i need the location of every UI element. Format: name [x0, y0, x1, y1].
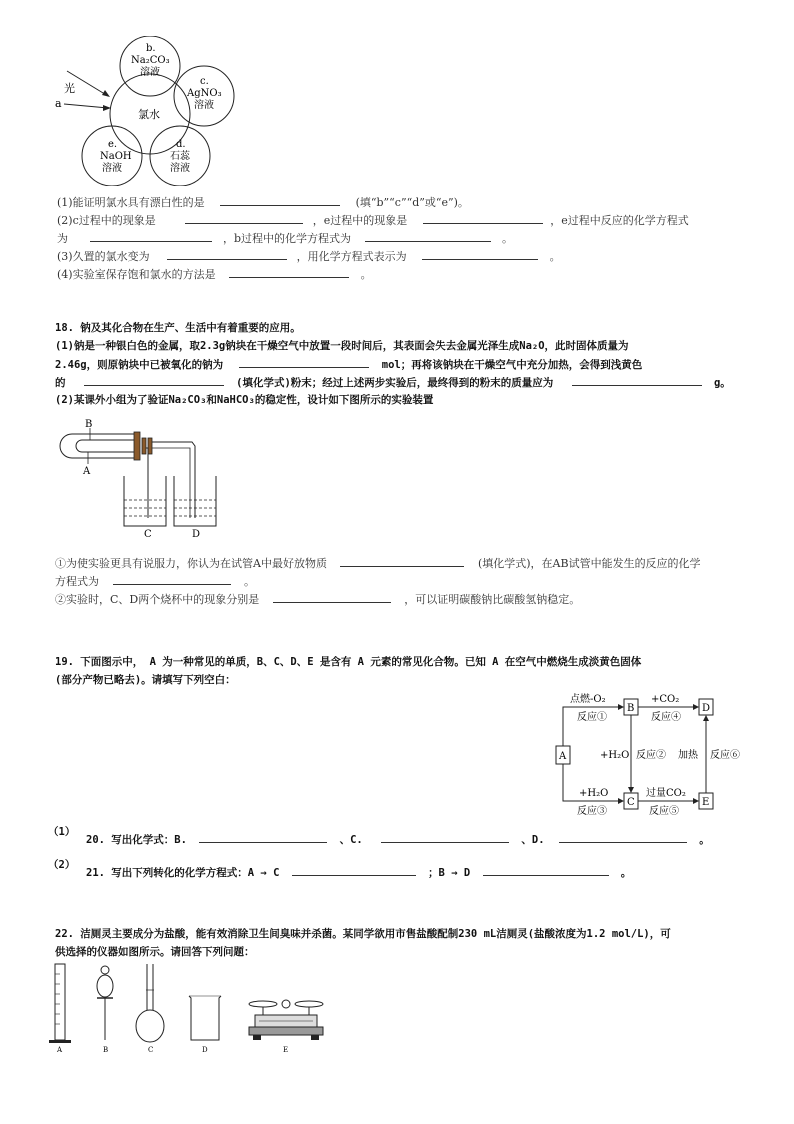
- q17-blank-2[interactable]: [185, 213, 303, 224]
- q18-s1-line2: 方程式为 。: [55, 575, 255, 588]
- instrument-a-cylinder: [49, 964, 71, 1043]
- svg-text:D: D: [202, 1046, 208, 1054]
- q17-blank-4[interactable]: [90, 231, 212, 242]
- q22-line2: 供选择的仪器如图所示。请回答下列问题：: [55, 946, 255, 958]
- q20-blank-c[interactable]: [381, 832, 509, 843]
- e-solution: 溶液: [102, 163, 122, 174]
- svg-text:D: D: [702, 703, 711, 714]
- q17-line2: (2)c过程中的现象是 ，e过程中的现象是 ，e过程中反应的化学方程式: [57, 214, 689, 227]
- q18-apparatus: [52, 418, 232, 540]
- svg-text:B: B: [627, 703, 635, 714]
- d-label: d.: [176, 139, 186, 150]
- svg-text:C: C: [627, 797, 635, 808]
- q17-line3: 为 ，b过程中的化学方程式为 。: [57, 232, 514, 245]
- q18-p2-line1: (2)某课外小组为了验证Na₂CO₃和NaHCO₃的稳定性，设计如下图所示的实验装置: [55, 394, 434, 406]
- svg-text:反应⑥: 反应⑥: [710, 750, 740, 761]
- label-c: C: [144, 529, 152, 540]
- svg-text:点燃-O₂: 点燃-O₂: [570, 694, 606, 705]
- q18-blank-3[interactable]: [572, 375, 702, 386]
- d-formula: 石蕊: [170, 151, 190, 162]
- inner-tube: [76, 440, 134, 452]
- q20-num: （1）: [48, 826, 76, 838]
- beaker-c: [124, 476, 166, 526]
- label-d: D: [192, 529, 201, 540]
- d-solution: 溶液: [170, 163, 190, 174]
- svg-text:A: A: [57, 1046, 63, 1054]
- svg-text:+H₂O: +H₂O: [600, 750, 630, 761]
- e-label: e.: [108, 139, 118, 150]
- svg-text:+H₂O: +H₂O: [579, 788, 609, 799]
- svg-text:反应④: 反应④: [651, 712, 681, 723]
- center-label: 氯水: [138, 108, 160, 121]
- q18-blank-2[interactable]: [84, 375, 224, 386]
- stopper-3: [148, 438, 152, 454]
- label-b: B: [85, 419, 93, 430]
- b-label: b.: [146, 43, 156, 54]
- c-label: c.: [200, 76, 209, 87]
- light-label: 光: [64, 82, 75, 95]
- b-formula: Na₂CO₃: [131, 55, 170, 66]
- q19-line2: (部分产物已略去)。请填写下列空白：: [55, 674, 236, 686]
- svg-text:C: C: [148, 1046, 154, 1054]
- delivery-tube-inner: [146, 448, 148, 518]
- q17-blank-3[interactable]: [423, 213, 543, 224]
- q21-blank-ac[interactable]: [292, 865, 416, 876]
- svg-text:反应③: 反应③: [577, 806, 607, 817]
- svg-text:E: E: [702, 797, 710, 808]
- svg-text:反应②: 反应②: [636, 750, 666, 761]
- q21-blank-bd[interactable]: [483, 865, 609, 876]
- q22-instruments: [45, 960, 345, 1060]
- c-solution: 溶液: [194, 100, 214, 111]
- svg-text:反应⑤: 反应⑤: [649, 806, 679, 817]
- label-a: A: [83, 466, 91, 477]
- q21-line: 21. 写出下列转化的化学方程式：A → C ；B → D 。: [86, 867, 632, 879]
- q17-line1: (1)能证明氯水具有漂白性的是 (填“b”“c”“d”或“e”)。: [57, 196, 469, 209]
- q22-line1: 22. 洁厕灵主要成分为盐酸，能有效消除卫生间臭味并杀菌。某同学欲用市售盐酸配制230 mL洁厕灵(盐酸浓度为1.2 mol/L)，可: [55, 928, 671, 940]
- svg-text:过量CO₂: 过量CO₂: [646, 788, 686, 799]
- b-solution: 溶液: [140, 67, 160, 78]
- q18-s1-line1: ①为使实验更具有说服力，你认为在试管A中最好放物质 (填化学式)，在AB试管中能发生的反应的化学: [55, 557, 701, 570]
- q18-s2-line: ②实验时，C、D两个烧杯中的现象分别是 ，可以证明碳酸钠比碳酸氢钠稳定。: [55, 593, 581, 606]
- stopper-1: [134, 432, 140, 460]
- q18-p1-line3: 的 (填化学式)粉末；经过上述两步实验后，最终得到的粉末的质量应为 g。: [55, 377, 731, 389]
- q17-line5: (4)实验室保存饱和氯水的方法是 。: [57, 268, 372, 281]
- instrument-d-beaker: [189, 996, 221, 1040]
- q19-line1: 19. 下面图示中， A 为一种常见的单质，B、C、D、E 是含有 A 元素的常见化合物。已知 A 在空气中燃烧生成淡黄色固体: [55, 656, 642, 668]
- q17-blank-6[interactable]: [167, 249, 287, 260]
- chlorine-water-diagram: [50, 36, 250, 186]
- q18-blank-4[interactable]: [340, 556, 464, 567]
- q18-title: 18. 钠及其化合物在生产、生活中有着重要的应用。: [55, 322, 301, 334]
- instrument-c-flask: [136, 964, 164, 1042]
- a-label: a: [55, 97, 62, 110]
- svg-text:A: A: [559, 751, 567, 762]
- q17-blank-1[interactable]: [220, 195, 340, 206]
- q17-blank-7[interactable]: [422, 249, 538, 260]
- q18-p1-line2: 2.46g，则原钠块中已被氧化的钠为 mol；再将该钠块在干燥空气中充分加热，会得到浅黄色: [55, 359, 643, 371]
- q18-p1-line1: (1)钠是一种银白色的金属，取2.3g钠块在干燥空气中放置一段时间后，其表面会失去金属光泽生成Na₂O，此时固体质量为: [55, 340, 629, 352]
- e-formula: NaOH: [100, 151, 132, 162]
- q20-blank-d[interactable]: [559, 832, 687, 843]
- svg-text:加热: 加热: [678, 750, 698, 761]
- svg-text:反应①: 反应①: [577, 712, 607, 723]
- q18-blank-1[interactable]: [239, 357, 369, 368]
- q20-line: 20. 写出化学式：B. 、C. 、D. 。: [86, 834, 710, 846]
- q20-blank-b[interactable]: [199, 832, 327, 843]
- q18-blank-5[interactable]: [113, 574, 231, 585]
- instrument-b-funnel: [97, 966, 113, 1040]
- q17-blank-8[interactable]: [229, 267, 349, 278]
- svg-text:E: E: [283, 1046, 289, 1054]
- outer-tube: [60, 434, 137, 458]
- q19-flow-diagram: [548, 690, 778, 820]
- q17-line4: (3)久置的氯水变为 ，用化学方程式表示为 。: [57, 250, 561, 263]
- stopper-2: [142, 438, 146, 454]
- a-arrow: [64, 104, 108, 108]
- svg-text:+CO₂: +CO₂: [651, 694, 680, 705]
- svg-text:B: B: [103, 1046, 109, 1054]
- instrument-e-balance: [249, 1000, 323, 1040]
- q17-blank-5[interactable]: [365, 231, 491, 242]
- q18-blank-6[interactable]: [273, 592, 391, 603]
- c-formula: AgNO₃: [187, 88, 222, 99]
- q21-num: （2）: [48, 859, 76, 871]
